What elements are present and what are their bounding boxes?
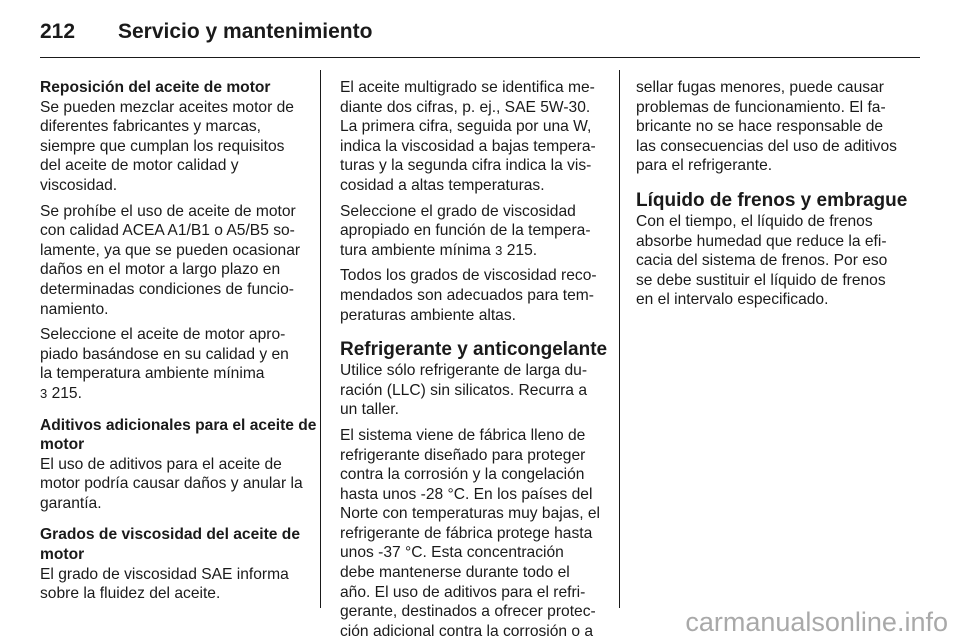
text-line: refrigerante de fábrica protege hasta — [340, 524, 593, 542]
text-line: cacia del sistema de frenos. Por eso — [636, 252, 888, 270]
text-line: daños en el motor a largo plazo en — [40, 261, 281, 279]
text-line: cosidad a altas temperaturas. — [340, 176, 545, 194]
paragraph — [340, 266, 606, 325]
section-heading-grados — [40, 525, 310, 564]
text-line: Grados de viscosidad del aceite de — [40, 526, 300, 544]
column-divider-1 — [320, 70, 321, 608]
text-line: indica la viscosidad a bajas tempera- — [340, 137, 596, 155]
text-line: debe mantenerse durante todo el — [340, 564, 570, 582]
paragraph — [340, 361, 606, 420]
text-line: motor podría causar daños y anular la — [40, 475, 303, 493]
text-line: El sistema viene de fábrica lleno de — [340, 426, 586, 444]
text-line: motor — [40, 436, 85, 454]
paragraph — [636, 78, 914, 176]
section-heading-liquido: Líquido de frenos y embrague — [636, 189, 908, 211]
text-line: sobre la fluidez del aceite. — [40, 585, 221, 603]
column-3 — [636, 78, 914, 310]
section-heading-reposicion: Reposición del aceite de motor — [40, 79, 271, 96]
paragraph — [40, 325, 310, 384]
text-line: en el intervalo especificado. — [636, 291, 829, 309]
text-line: piado basándose en su calidad y en — [40, 345, 289, 363]
text-line: namiento. — [40, 300, 109, 318]
text-line: hasta unos -28 °C. En los países del — [340, 485, 593, 503]
text-line: El aceite multigrado se identifica me- — [340, 79, 595, 96]
text-line: peraturas ambiente altas. — [340, 306, 516, 324]
text-line: diferentes fabricantes y marcas, — [40, 118, 262, 136]
section-heading-refrigerante: Refrigerante y anticongelante — [340, 339, 608, 361]
text-line: Se prohíbe el uso de aceite de motor — [40, 202, 296, 220]
text-line: del aceite de motor calidad y — [40, 157, 239, 175]
text-line: un taller. — [340, 401, 399, 419]
text-line: La primera cifra, seguida por una W, — [340, 118, 592, 136]
text-line: diante dos cifras, p. ej., SAE 5W-30. — [340, 98, 591, 116]
paragraph — [40, 202, 310, 320]
text-line: bricante no se hace responsable de — [636, 118, 884, 136]
paragraph — [340, 202, 606, 241]
text-line: Aditivos adicionales para el aceite de — [40, 416, 317, 434]
text-line: El uso de aditivos para el aceite de — [40, 455, 282, 473]
paragraph — [40, 98, 310, 196]
watermark-text: carmanualsonline.info — [685, 607, 948, 637]
page-reference[interactable] — [40, 384, 310, 404]
text-line: Utilice sólo refrigerante de larga du- — [340, 362, 588, 380]
reference-arrow-icon: 3 — [40, 385, 48, 401]
text-line: mendados son adecuados para tem- — [340, 286, 594, 304]
text-line: siempre que cumplan los requisitos — [40, 137, 285, 155]
text-line: Seleccione el aceite de motor apro- — [40, 326, 286, 344]
paragraph — [40, 565, 310, 604]
page-title: Servicio y mantenimiento — [118, 20, 373, 43]
text-line: gerante, destinados a ofrecer protec- — [340, 603, 596, 621]
text-line: sellar fugas menores, puede causar — [636, 79, 884, 96]
text-line: determinadas condiciones de funcio- — [40, 280, 294, 298]
text-line: unos -37 °C. Esta concentración — [340, 544, 564, 562]
text-line: absorbe humedad que reduce la efi- — [636, 232, 887, 250]
text-line: año. El uso de aditivos para el refri- — [340, 583, 586, 601]
text-line: se debe sustituir el líquido de frenos — [636, 271, 886, 289]
section-heading-aditivos — [40, 416, 317, 455]
text-line: viscosidad. — [40, 176, 118, 194]
paragraph — [340, 426, 606, 642]
column-1 — [40, 78, 317, 604]
text-line: Todos los grados de viscosidad reco- — [340, 267, 597, 285]
paragraph — [636, 212, 914, 310]
reference-page: 215. — [51, 384, 82, 402]
page-reference[interactable] — [495, 242, 537, 259]
column-divider-2 — [619, 70, 620, 608]
paragraph — [40, 455, 310, 514]
text-line: la temperatura ambiente mínima — [40, 365, 265, 383]
text-line: lamente, ya que se pueden ocasionar — [40, 241, 301, 259]
text-line: ción adicional contra la corrosión o a — [340, 622, 594, 640]
reference-page: 215. — [506, 241, 538, 259]
reference-arrow-icon: 3 — [495, 242, 503, 258]
text-line: refrigerante diseñado para proteger — [340, 446, 586, 464]
text-line: ración (LLC) sin silicatos. Recurra a — [340, 381, 587, 399]
reference-line — [340, 241, 606, 261]
text-line: Con el tiempo, el líquido de frenos — [636, 212, 873, 230]
text-line: motor — [40, 546, 85, 564]
text-line: las consecuencias del uso de aditivos — [636, 137, 897, 155]
text-line: para el refrigerante. — [636, 157, 773, 175]
header-divider — [40, 57, 920, 58]
paragraph — [340, 78, 606, 196]
text-line: Seleccione el grado de viscosidad — [340, 202, 576, 220]
text-line: apropiado en función de la tempera- — [340, 222, 591, 240]
text-line: Norte con temperaturas muy bajas, el — [340, 505, 601, 523]
text-line: garantía. — [40, 494, 102, 512]
text-line: con calidad ACEA A1/B1 o A5/B5 so- — [40, 222, 295, 240]
text-line: problemas de funcionamiento. El fa- — [636, 98, 886, 116]
text-line: contra la corrosión y la congelación — [340, 466, 585, 484]
column-2 — [340, 78, 606, 641]
text-line: Se pueden mezclar aceites motor de — [40, 98, 294, 116]
text-line: turas y la segunda cifra indica la vis- — [340, 157, 592, 175]
page-header — [40, 20, 920, 58]
reference-text: tura ambiente mínima — [340, 241, 491, 259]
page-number: 212 — [40, 20, 76, 43]
text-line: El grado de viscosidad SAE informa — [40, 565, 289, 583]
